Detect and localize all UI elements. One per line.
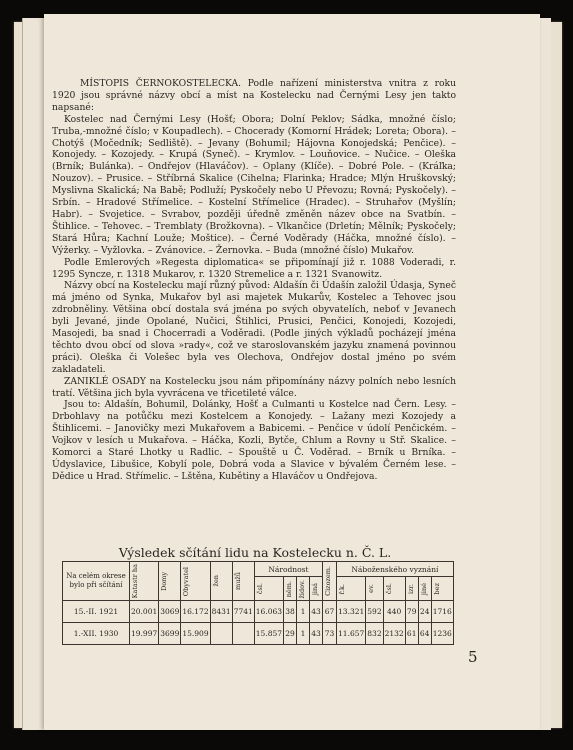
table-title: Výsledek sčítání lidu na Kostelecku n. Č. L. bbox=[118, 545, 392, 560]
table-cell: 1236 bbox=[431, 623, 453, 645]
table-cell: 16.172 bbox=[181, 601, 210, 623]
table-cell: 1 bbox=[297, 623, 310, 645]
paragraph-regesta: Podle Emlerových »Regesta diplomatica« se připomínají již r. 1088 Voderadi, r. 1295 Syncze, r. 1318 Mukarov, r. 1320 Stremelice a r. 1321 Svanowitz. bbox=[52, 256, 456, 280]
religion-group-header: Náboženského vyznání bbox=[337, 562, 454, 577]
row-date: 1.-XII. 1930 bbox=[63, 623, 130, 645]
paragraph-names-origin: Názvy obcí na Kostelecku mají různý původ: Aldašín či Údašín založil Údasja, Syneč má jméno od Synka, Mukařov byl asi majetek Mukarův, Kostelec a Tehovec jsou zdrobněliny. Většina obcí dostala svá jména po svých obyvatelích, neboť v Jevanech byli Jevané, jinde Opolané, Nučici, Štihlici, Prusici, Penčici, Konojedi, Kozojedi, Masojedi, ba snad i Chocerradi a Voděradi. (Podle jiných výkladů pocházejí jména těchto dvou obcí od slova »rady«, což ve staroslovanském jazyku znamená povinnou práci). Oleška či Volešec byla ves Olechova, Ondřejov dostal jméno po svém zakladateli. bbox=[52, 280, 456, 375]
table-row bbox=[63, 623, 454, 645]
table-cell: 20.001 bbox=[130, 601, 159, 623]
table-cell: 1716 bbox=[431, 601, 453, 623]
table-row bbox=[63, 601, 454, 623]
column-header: izr. bbox=[405, 577, 418, 601]
table-cell: 832 bbox=[366, 623, 383, 645]
page-number: 5 bbox=[468, 648, 478, 666]
table-cell: 592 bbox=[366, 601, 383, 623]
table-cell: 79 bbox=[405, 601, 418, 623]
table-cell: 8431 bbox=[210, 601, 232, 623]
table-cell: 440 bbox=[383, 601, 405, 623]
column-header: jiná bbox=[310, 577, 323, 601]
table-cell: 67 bbox=[323, 601, 337, 623]
column-header: Domy bbox=[159, 562, 181, 601]
census-table bbox=[62, 561, 454, 645]
table-cell: 61 bbox=[405, 623, 418, 645]
paragraph-title: MÍSTOPIS ČERNOKOSTELECKA. Podle nařízení ministerstva vnitra z roku 1920 jsou správné názvy obcí a míst na Kostelecku nad Černými Lesy jen takto napsané: bbox=[52, 78, 456, 113]
table-cell: 7741 bbox=[232, 601, 254, 623]
table-cell bbox=[232, 623, 254, 645]
paragraph-extinct-list: Jsou to: Aldašín, Bohumil, Dolánky, Hošť a Culmanti u Kostelce nad Čern. Lesy. – Drbohlavy na potůčku mezi Kostelcem a Konojedy. – Lažany mezi Kozojedy a Štihlicemi. – Janovičky mezi Mukařovem a Babicemi. – Penčice v údolí Penčickém. – Vojkov v lesích u Mukařova. – Háčka, Kozli, Bytče, Chlum a Rovny u Stř. Skalice. – Komorci a Staré Lhotky u Radlic. – Spouště u Č. Voděrad. – Brník u Brníka. – Údyslavice, Libušice, Kobylí pole, Dobrá voda a Slavice v bývalém Černém lese. – Dědice u Hrad. Střímelic. – Lštěna, Kubětiny a Hlaváčov u Ondřejova. bbox=[52, 399, 456, 482]
column-header: bez bbox=[431, 577, 453, 601]
table-cell: 11.657 bbox=[337, 623, 366, 645]
table-cell: 43 bbox=[310, 601, 323, 623]
column-header: něm. bbox=[284, 577, 297, 601]
table-cell: 73 bbox=[323, 623, 337, 645]
table-cell: 2132 bbox=[383, 623, 405, 645]
table-cell: 29 bbox=[284, 623, 297, 645]
column-header: ř.k. bbox=[337, 577, 366, 601]
row-date: 15.-II. 1921 bbox=[63, 601, 130, 623]
paragraph-extinct-settlements: ZANIKLÉ OSADY na Kostelecku jsou nám připomínány názvy polních nebo lesních tratí. Většina jich byla vyvrácena ve třicetileté válce. bbox=[52, 375, 456, 399]
column-header: čsl. bbox=[254, 577, 283, 601]
table-cell: 15.857 bbox=[254, 623, 283, 645]
column-header: židov. bbox=[297, 577, 310, 601]
table-cell: 15.909 bbox=[181, 623, 210, 645]
body-text bbox=[52, 78, 456, 483]
table-cell: 43 bbox=[310, 623, 323, 645]
table-cell: 38 bbox=[284, 601, 297, 623]
column-header: mužů bbox=[232, 562, 254, 601]
column-header: Katastr ha bbox=[130, 562, 159, 601]
table-header-row bbox=[63, 562, 454, 577]
table-cell bbox=[210, 623, 232, 645]
table-cell: 13.321 bbox=[337, 601, 366, 623]
column-header: jiné bbox=[418, 577, 431, 601]
column-header: žen bbox=[210, 562, 232, 601]
table-cell: 16.063 bbox=[254, 601, 283, 623]
table-cell: 3699 bbox=[159, 623, 181, 645]
table-cell: 24 bbox=[418, 601, 431, 623]
column-header: ev. bbox=[366, 577, 383, 601]
column-header: čsl. bbox=[383, 577, 405, 601]
row-header-cell: Na celém okrese bylo při sčítání bbox=[63, 562, 130, 601]
table-cell: 64 bbox=[418, 623, 431, 645]
column-header: Cizozem. bbox=[323, 562, 337, 601]
column-header: Obyvatel bbox=[181, 562, 210, 601]
nationality-group-header: Národnost bbox=[254, 562, 322, 577]
table-cell: 19.997 bbox=[130, 623, 159, 645]
table-cell: 3069 bbox=[159, 601, 181, 623]
paragraph-place-list: Kostelec nad Černými Lesy (Hošť; Obora; Dolní Peklov; Sádka, množné číslo; Truba,-množné číslo; v Koupadlech). – Chocerady (Komorní Hrádek; Loreta; Obora). – Chotýš (Močedník; Sedliště). – Jevany (Bohumil; Hájovna Konojedská; Penčice). – Konojedy. – Kozojedy. – Krupá (Syneč). – Krymlov. – Louňovice. – Nučice. – Oleška (Brník; Bulánka). – Ondřejov (Hlaváčov). – Oplany (Klíče). – Dobré Pole. – (Kráľka; Nouzov). – Prusice. – Stříbrná Skalice (Cihelna; Flarinka; Hradce; Mlýn Hruškovský; Myslivna Skalická; Na Babě; Podluží; Pyskočely nebo U Převozu; Rovná; Pyskočely). – Srbín. – Hradové Střímelice. – Kostelní Střímelice (Hradec). – Struhařov (Myšlín; Habr). – Svojetice. – Svrabov, později úředně změněn název obce na Svatbín. – Štihlice. – Tehovec. – Tremblaty (Brožkovna). – Vlkančice (Drletín; Mělník; Pyskočely; Stará Hůra; Kachní Louže; Moštice). – Černé Voděrady (Háčka, množné číslo). – Výžerky. – Vyžlovka. – Zvánovice. – Žernovka. – Buda (množné číslo) Mukařov. bbox=[52, 113, 456, 256]
table-cell: 1 bbox=[297, 601, 310, 623]
